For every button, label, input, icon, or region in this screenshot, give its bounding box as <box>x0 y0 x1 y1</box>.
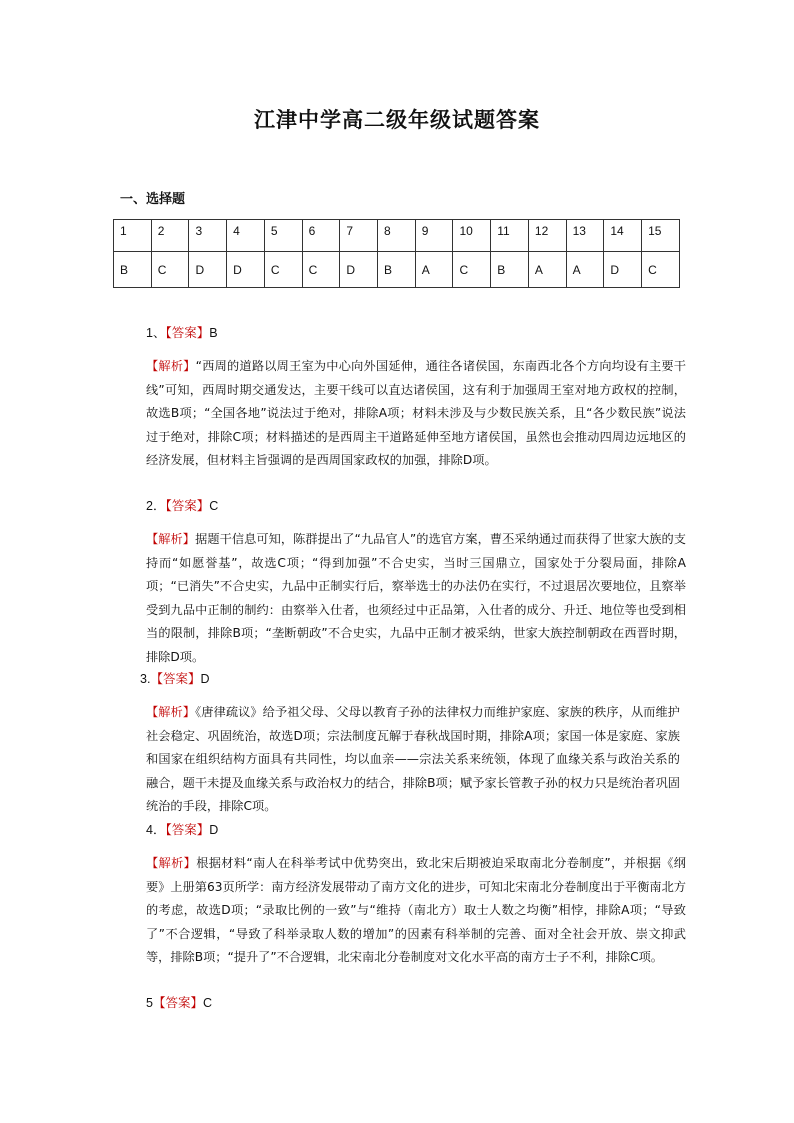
question-number: 12 <box>528 220 566 252</box>
explanation <box>146 852 686 970</box>
question-number-row <box>114 220 680 252</box>
explanation <box>146 528 686 669</box>
answer-cell: B <box>378 252 416 288</box>
question-number: 9 <box>415 220 453 252</box>
answer-cell: D <box>340 252 378 288</box>
question-number: 4 <box>227 220 265 252</box>
explanation-text: “西周的道路以周王室为中心向外国延伸，通往各诸侯国，东南西北各个方向均设有主要干线”可知，西周时期交通发达，主要干线可以直达诸侯国，这有利于加强周王室对地方政权的控制，故选B项；“全国各地”说法过于绝对，排除A项；材料未涉及与少数民族关系，且“各少数民族”说法过于绝对，排除C项；材料描述的是西周主干道路延伸至地方诸侯国，虽然也会推动四周边远地区的经济发展，但材料主旨强调的是西周国家政权的加强，排除D项。 <box>146 359 686 467</box>
question-number: 5 <box>264 220 302 252</box>
answer-table <box>113 219 680 288</box>
answer-cell: D <box>189 252 227 288</box>
answer-value: B <box>209 326 218 340</box>
item-number: 1、 <box>146 326 166 340</box>
answer-cell: B <box>114 252 152 288</box>
question-number: 15 <box>642 220 680 252</box>
question-number: 6 <box>302 220 340 252</box>
answer-item-2 <box>146 496 686 669</box>
answer-item-5 <box>146 993 686 1013</box>
answer-heading <box>146 496 686 516</box>
answer-value: D <box>209 823 219 837</box>
answer-row <box>114 252 680 288</box>
answer-cell: B <box>491 252 529 288</box>
answer-cell: D <box>604 252 642 288</box>
answer-item-1 <box>146 323 686 473</box>
answer-tag: 【答案】 <box>165 822 210 837</box>
item-number: 3. <box>140 672 151 686</box>
section-heading: 一、选择题 <box>120 192 186 207</box>
answer-item-3 <box>140 669 680 819</box>
explanation-text: 据题干信息可知，陈群提出了“九品官人”的选官方案，曹丕采纳通过而获得了世家大族的支持而“如愿誉基”，故选C项；“得到加强”不合史实，当时三国鼎立，国家处于分裂局面，排除A项；“已消失”不合史实，九品中正制实行后，察举选士的办法仍在实行，不过退居次要地位，且察举受到九品中正制的制约：由察举入仕者，也须经过中正品第，入仕者的成分、升迁、地位等也受到相当的限制，排除B项；“垄断朝政”不合史实，九品中正制才被采纳，世家大族控制朝政在西晋时期，排除D项。 <box>146 532 686 664</box>
item-number: 4． <box>146 823 166 837</box>
answer-heading <box>146 993 686 1013</box>
question-number: 8 <box>378 220 416 252</box>
answer-cell: C <box>151 252 189 288</box>
item-number: 2． <box>146 499 166 513</box>
answer-cell: C <box>264 252 302 288</box>
page-title: 江津中学高二级年级试题答案 <box>254 107 540 132</box>
explanation <box>146 701 680 819</box>
answer-tag: 【答案】 <box>150 671 201 686</box>
explanation-tag: 【解析】 <box>146 532 196 546</box>
answer-tag: 【答案】 <box>152 995 203 1010</box>
answer-heading <box>140 669 680 689</box>
answer-cell: C <box>453 252 491 288</box>
answer-cell: C <box>302 252 340 288</box>
answer-value: C <box>202 996 212 1010</box>
answer-cell: A <box>415 252 453 288</box>
answer-tag: 【答案】 <box>165 325 210 340</box>
explanation-tag: 【解析】 <box>146 705 196 719</box>
question-number: 14 <box>604 220 642 252</box>
explanation-text: 《唐律疏议》给予祖父母、父母以教育子孙的法律权力而维护家庭、家族的秩序，从而维护社会稳定、巩固统治，故选D项；宗法制度瓦解于春秋战国时期，排除A项；家国一体是家庭、家族和国家在组织结构方面具有共同性，均以血亲——宗法关系来统领，体现了血缘关系与政治关系的融合，题干未提及血缘关系与政治权力的结合，排除B项；赋予家长管教子孙的权力只是统治者巩固统治的手段，排除C项。 <box>146 705 680 813</box>
answer-value: D <box>200 672 210 686</box>
item-number: 5 <box>146 996 153 1010</box>
question-number: 7 <box>340 220 378 252</box>
answer-cell: C <box>642 252 680 288</box>
explanation-tag: 【解析】 <box>146 856 197 870</box>
question-number: 2 <box>151 220 189 252</box>
answer-tag: 【答案】 <box>165 498 210 513</box>
question-number: 13 <box>566 220 604 252</box>
question-number: 11 <box>491 220 529 252</box>
explanation-tag: 【解析】 <box>146 359 196 373</box>
answer-item-4 <box>146 820 686 970</box>
answer-cell: A <box>528 252 566 288</box>
answer-cell: D <box>227 252 265 288</box>
answer-value: C <box>209 499 219 513</box>
answer-heading <box>146 820 686 840</box>
answer-heading <box>146 323 686 343</box>
explanation-text: 根据材料“南人在科举考试中优势突出，致北宋后期被迫采取南北分卷制度”，并根据《纲要》上册第63页所学：南方经济发展带动了南方文化的进步，可知北宋南北分卷制度出于平衡南北方的考虑，故选D项；“录取比例的一致”与“维持（南北方）取士人数之均衡”相悖，排除A项；“导致了”不合逻辑，“导致了科举录取人数的增加”的因素有科举制的完善、面对全社会开放、崇文抑武等，排除B项；“提升了”不合逻辑，北宋南北分卷制度对文化水平高的南方士子不利，排除C项。 <box>146 856 686 964</box>
answer-cell: A <box>566 252 604 288</box>
question-number: 3 <box>189 220 227 252</box>
question-number: 1 <box>114 220 152 252</box>
question-number: 10 <box>453 220 491 252</box>
explanation <box>146 355 686 473</box>
